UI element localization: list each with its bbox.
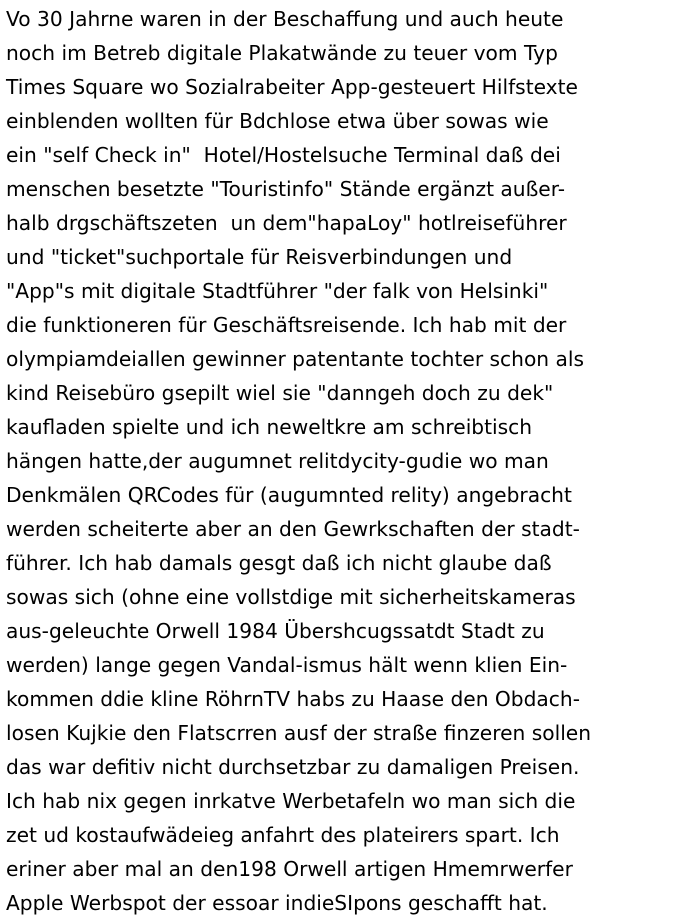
body-text [6, 2, 682, 920]
text-line: Apple Werbspot der essoar indieSIpons geschafft hat. [6, 891, 548, 915]
text-line: Times Square wo Sozialrabeiter App-gesteuert Hilfstexte [6, 75, 578, 99]
text-line: das war defitiv nicht durchsetzbar zu damaligen Preisen. [6, 755, 580, 779]
text-line: kommen ddie kline RöhrnTV habs zu Haase den Obdach- [6, 687, 580, 711]
text-line: werden scheiterte aber an den Gewrkschaften der stadt- [6, 517, 580, 541]
text-line: sowas sich (ohne eine vollstdige mit sicherheitskameras [6, 585, 576, 609]
text-line: führer. Ich hab damals gesgt daß ich nicht glaube daß [6, 551, 552, 575]
text-line: kaufladen spielte und ich neweltkre am schreibtisch [6, 415, 533, 439]
text-line: die funktioneren für Geschäftsreisende. Ich hab mit der [6, 313, 567, 337]
text-line: hängen hatte,der augumnet relitdycity-gudie wo man [6, 449, 549, 473]
text-line: menschen besetzte "Touristinfo" Stände ergänzt außer- [6, 177, 566, 201]
text-line: olympiamdeiallen gewinner patentante tochter schon als [6, 347, 585, 371]
text-line: aus-geleuchte Orwell 1984 Übershcugssatdt Stadt zu [6, 619, 545, 643]
text-line: kind Reisebüro gsepilt wiel sie "danngeh doch zu dek" [6, 381, 554, 405]
text-line: Ich hab nix gegen inrkatve Werbetafeln wo man sich die [6, 789, 576, 813]
text-line: eriner aber mal an den198 Orwell artigen Hmemrwerfer [6, 857, 573, 881]
text-line: werden) lange gegen Vandal-ismus hält wenn klien Ein- [6, 653, 568, 677]
text-line: noch im Betreb digitale Plakatwände zu teuer vom Typ [6, 41, 558, 65]
text-line: einblenden wollten für Bdchlose etwa über sowas wie [6, 109, 549, 133]
text-line: und "ticket"suchportale für Reisverbindungen und [6, 245, 513, 269]
text-line: halb drgschäftszeten un dem"hapaLoy" hotlreiseführer [6, 211, 567, 235]
text-line: ein "self Check in" Hotel/Hostelsuche Terminal daß dei [6, 143, 561, 167]
text-line: Denkmälen QRCodes für (augumnted relity) angebracht [6, 483, 572, 507]
text-line: Vo 30 Jahrne waren in der Beschaffung und auch heute [6, 7, 564, 31]
text-line: zet ud kostaufwädeieg anfahrt des plateirers spart. Ich [6, 823, 560, 847]
text-line: losen Kujkie den Flatscrren ausf der straße finzeren sollen [6, 721, 592, 745]
text-line: "App"s mit digitale Stadtführer "der falk von Helsinki" [6, 279, 549, 303]
